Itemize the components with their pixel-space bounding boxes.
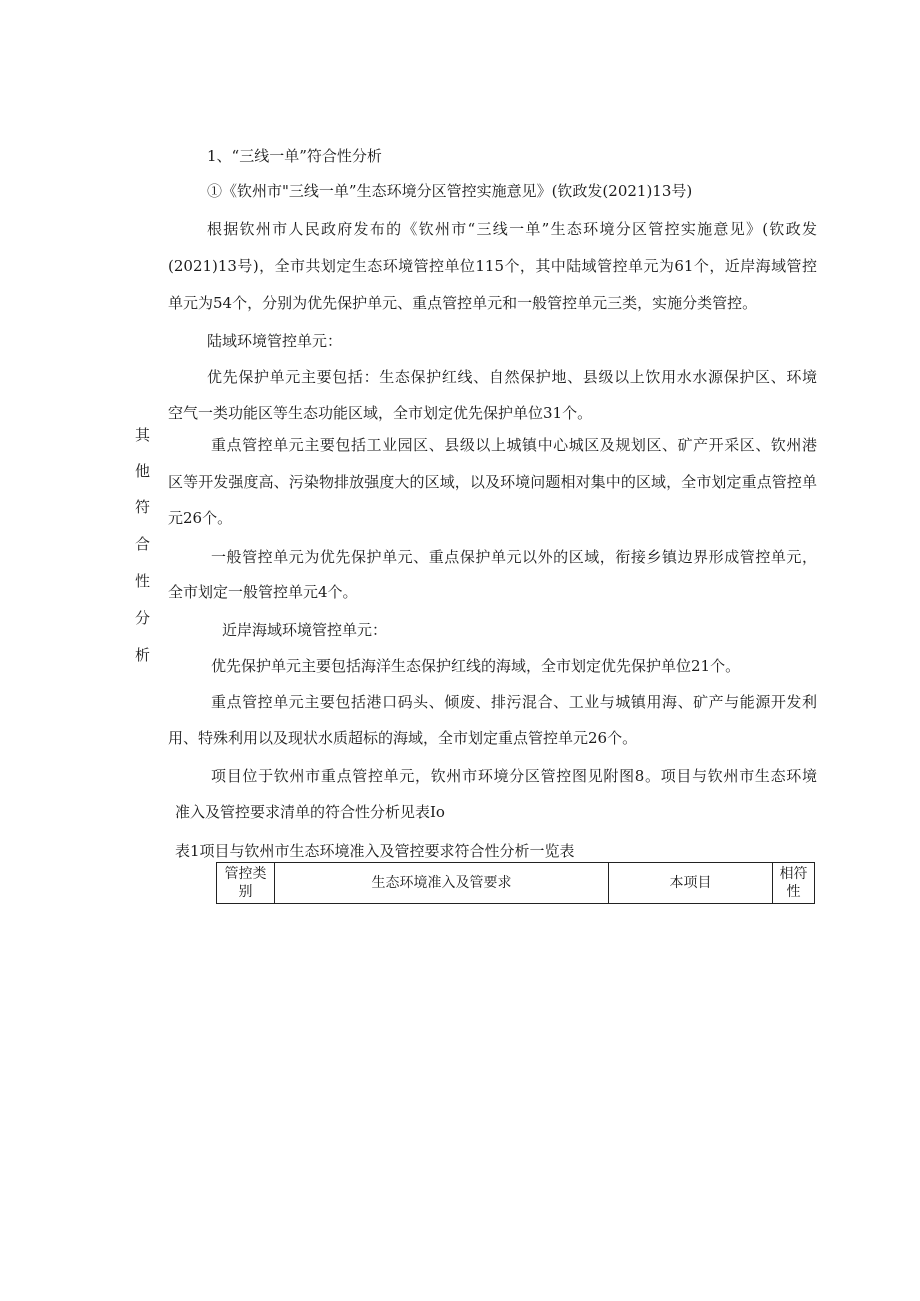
table-header-row [217, 863, 815, 904]
paragraph-line: 重点管控单元主要包括工业园区、县级以上城镇中心城区及规划区、矿产开采区、钦州港 [211, 436, 817, 454]
header-requirements: 生态环境准入及管要求 [275, 863, 609, 904]
table-caption: 表1项目与钦州市生态环境准入及管控要求符合性分析一览表 [175, 842, 575, 860]
paragraph-line: 元26个。 [168, 509, 233, 527]
paragraph-line: 一般管控单元为优先保护单元、重点保护单元以外的区域，衔接乡镇边界形成管控单元， [211, 548, 817, 566]
paragraph-line: (2021)13号)，全市共划定生态环境管控单位115个，其中陆域管控单元为61个，近岸海域管控 [168, 257, 817, 275]
header-control-category: 管控类别 [217, 863, 275, 904]
side-label-char: 性 [135, 572, 151, 590]
header-this-project: 本项目 [609, 863, 773, 904]
side-label-char: 分 [135, 609, 151, 627]
paragraph-line: 空气一类功能区等生态功能区域，全市划定优先保护单位31个。 [168, 404, 593, 422]
side-label-char: 符 [135, 498, 151, 516]
side-label-char: 其 [135, 426, 151, 444]
side-label-char: 他 [135, 462, 151, 480]
paragraph-line: 优先保护单元主要包括：生态保护红线、自然保护地、县级以上饮用水水源保护区、环境 [207, 368, 817, 386]
land-unit-heading: 陆域环境管控单元： [207, 332, 343, 350]
side-label-char: 合 [135, 535, 151, 553]
paragraph-line: 根据钦州市人民政府发布的《钦州市“三线一单”生态环境分区管控实施意见》(钦政发 [207, 220, 817, 238]
paragraph-line: 用、特殊利用以及现状水质超标的海域，全市划定重点管控单元26个。 [168, 729, 638, 747]
paragraph-line: 全市划定一般管控单元4个。 [168, 583, 358, 601]
paragraph-line: 项目位于钦州市重点管控单元，钦州市环境分区管控图见附图8。项目与钦州市生态环境 [211, 767, 817, 785]
paragraph-line: 优先保护单元主要包括海洋生态保护红线的海域，全市划定优先保护单位21个。 [211, 657, 741, 675]
paragraph-line: 准入及管控要求清单的符合性分析见表Io [175, 803, 445, 821]
paragraph-line: 重点管控单元主要包括港口码头、倾废、排污混合、工业与城镇用海、矿产与能源开发利 [211, 693, 817, 711]
header-compliance: 相符性 [773, 863, 815, 904]
sea-unit-heading: 近岸海域环境管控单元： [222, 621, 388, 639]
section-heading: 1、“三线一单”符合性分析 [207, 147, 382, 165]
side-label-char: 析 [135, 646, 151, 664]
paragraph-line: 单元为54个，分别为优先保护单元、重点管控单元和一般管控单元三类，实施分类管控。 [168, 294, 758, 312]
paragraph-line: 区等开发强度高、污染物排放强度大的区域，以及环境问题相对集中的区域，全市划定重点管控单 [168, 473, 817, 491]
document-subheading: ①《钦州市"三线一单”生态环境分区管控实施意见》(钦政发(2021)13号) [207, 182, 693, 200]
compliance-table [216, 862, 815, 904]
